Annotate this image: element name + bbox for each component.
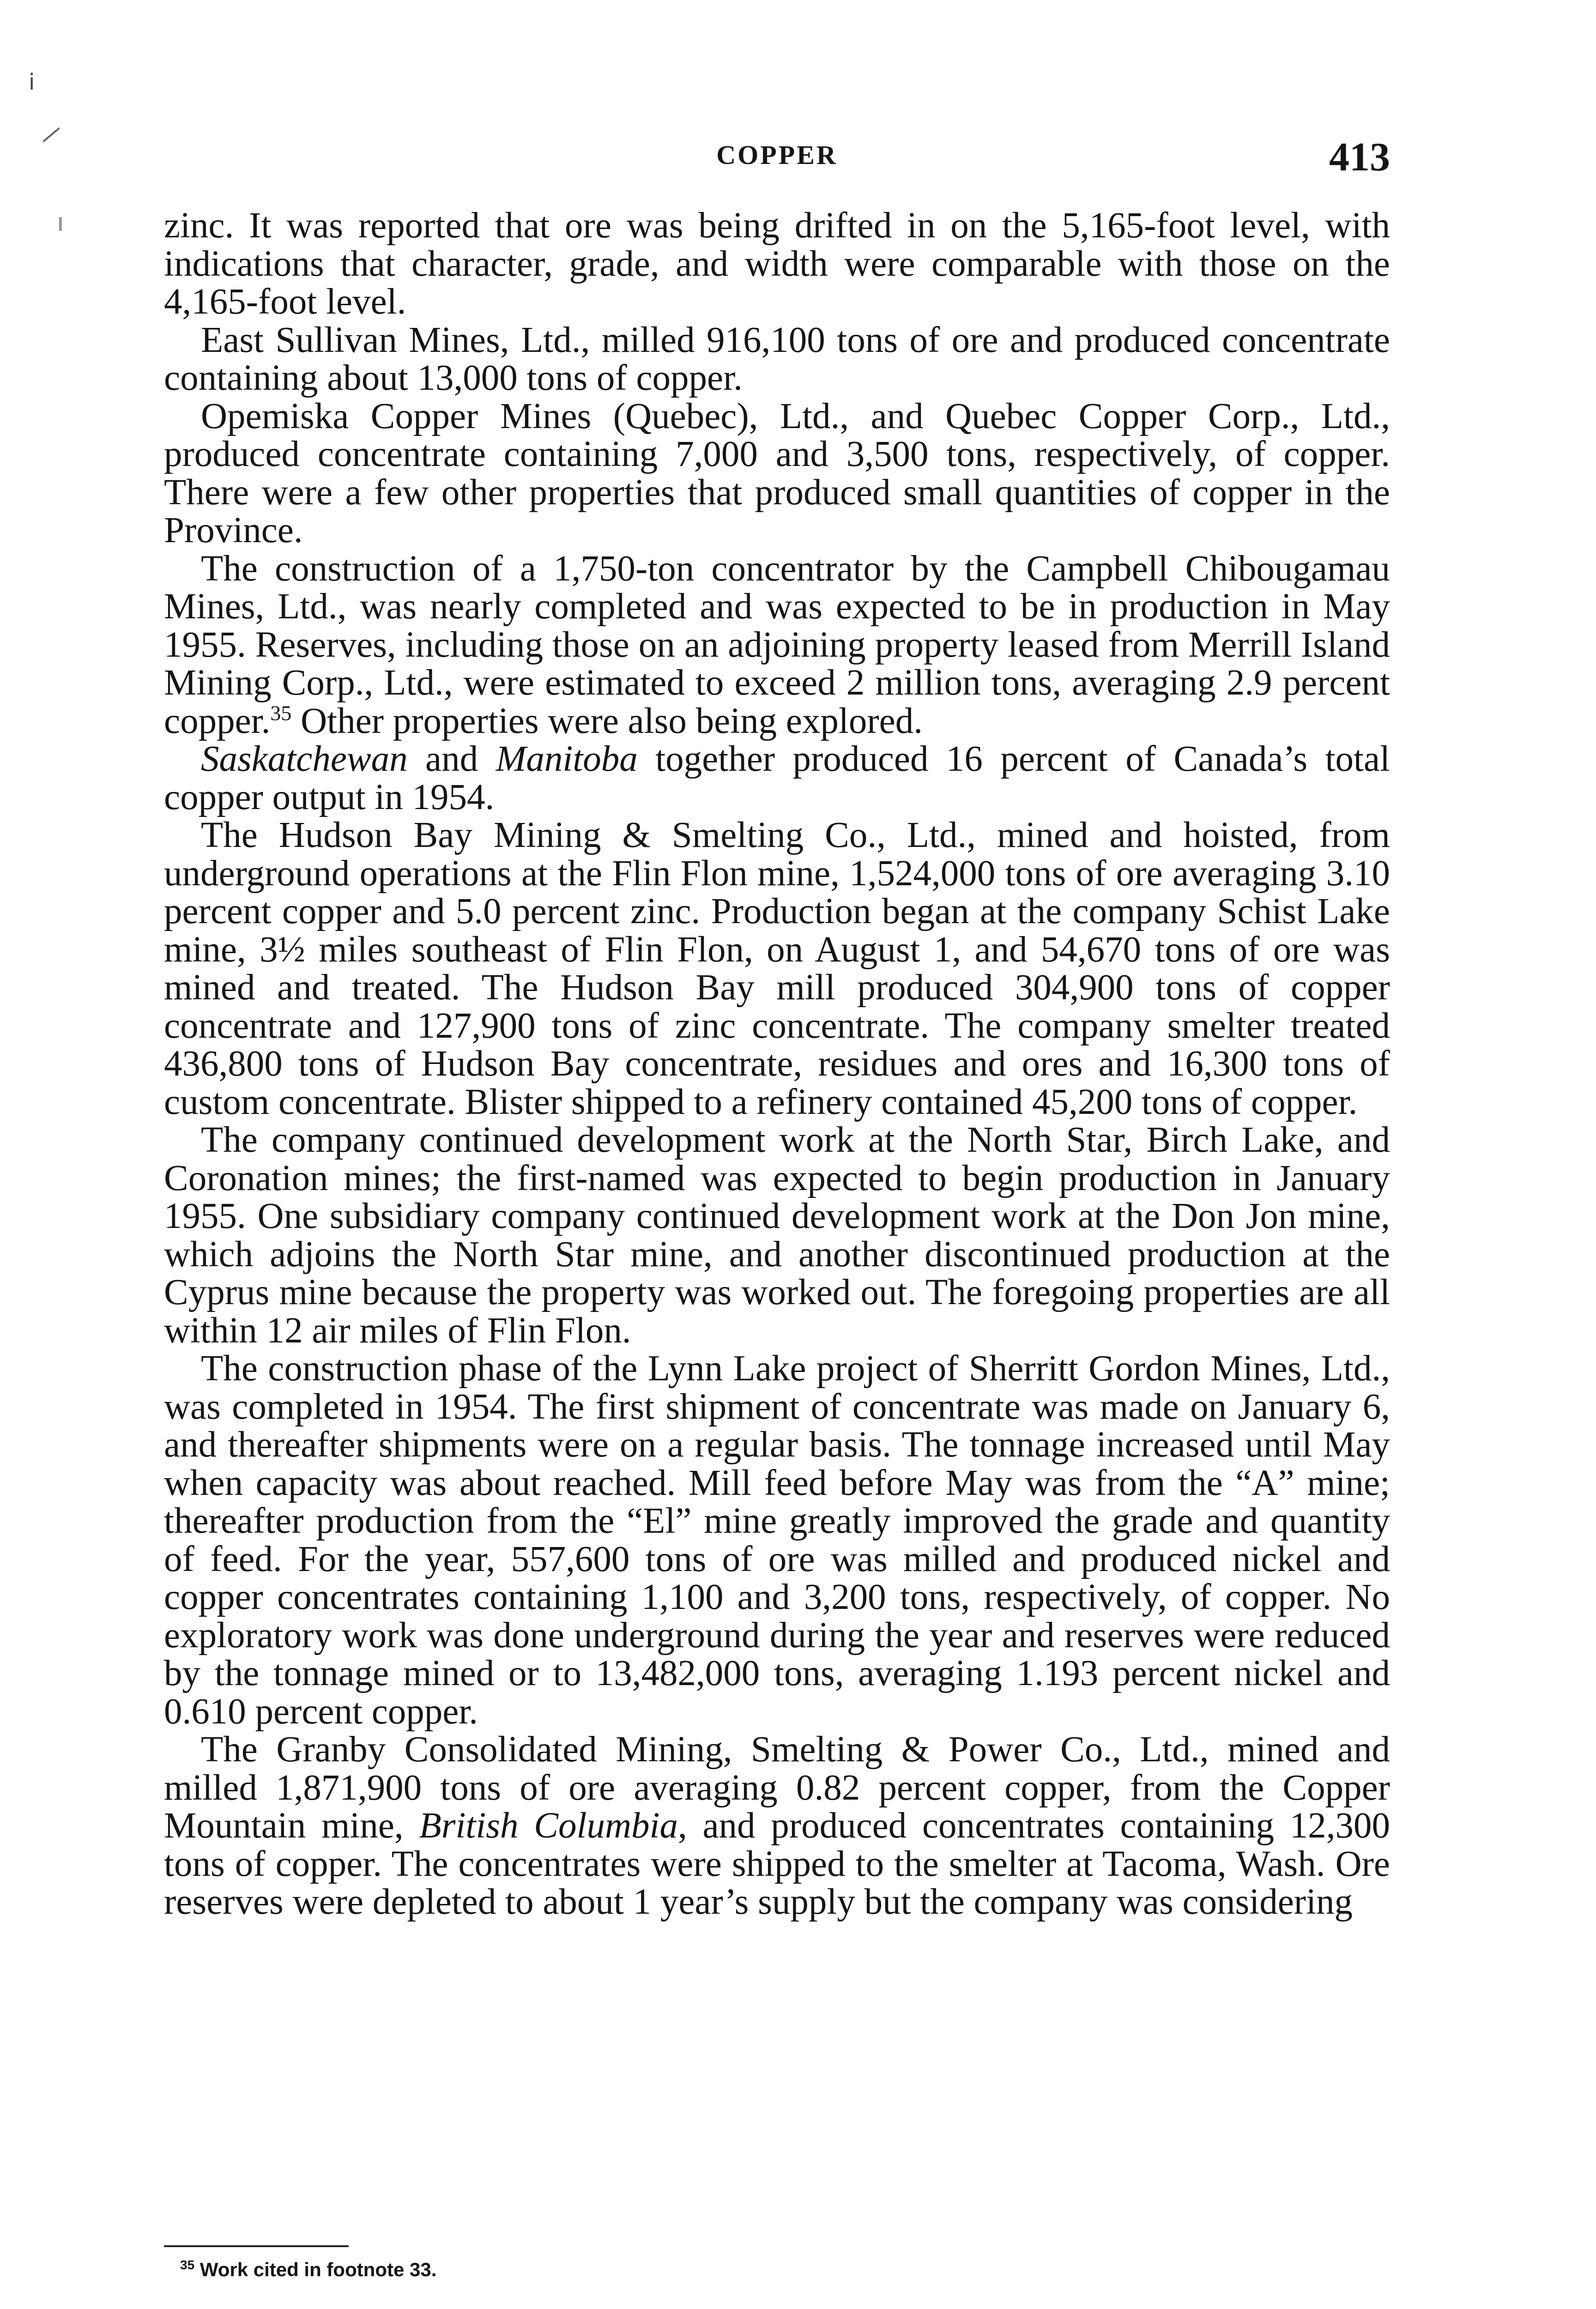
italic-place-name: Saskatchewan (201, 739, 408, 779)
footnote-reference: 35 (270, 701, 292, 725)
running-head-title: COPPER (716, 140, 838, 170)
body-paragraph (164, 207, 1390, 321)
body-paragraph (164, 1350, 1390, 1731)
footnote-text: Work cited in footnote 33. (200, 2259, 437, 2280)
footnote (180, 2258, 436, 2281)
italic-place-name: British Columbia (419, 1806, 678, 1846)
body-paragraph (164, 1731, 1390, 1922)
footnote-rule (164, 2245, 349, 2247)
italic-place-name: Manitoba (496, 739, 638, 779)
body-paragraph (164, 1121, 1390, 1350)
paragraph-text: The Hudson Bay Mining & Smelting Co., Ltd., mined and hoisted, from underground operations at the Flin Flon mine, 1,524,000 tons of ore averaging 3.10 percent copper and 5.0 percent zinc. Production began at the company Schist Lake mine, 3½ miles southeast of Flin Flon, on August 1, and 54,670 tons of ore was mined and treated. The Hudson Bay mill produced 304,900 tons of copper concentrate and 127,900 tons of zinc concentrate. The company smelter treated 436,800 tons of Hudson Bay concentrate, residues and ores and 16,300 tons of custom concentrate. Blister shipped to a refinery contained 45,200 tons of copper. (164, 815, 1390, 1122)
paragraph-text: The Granby Consolidated Mining, Smelting & Power Co., Ltd., mined and milled 1,871,900 tons of ore averaging 0.82 percent copper, from the Copper Mountain mine, (164, 1729, 1390, 1846)
paragraph-text: zinc. It was reported that ore was being drifted in on the 5,165-foot level, with indications that character, grade, and width were comparable with those on the 4,165-foot level. (164, 206, 1390, 322)
page-number: 413 (1329, 135, 1390, 180)
body-paragraph (164, 550, 1390, 741)
paragraph-text: The construction of a 1,750-ton concentrator by the Campbell Chibougamau Mines, Ltd., was nearly completed and was expected to be in production in May 1955. Reserves, including those on an adjoining property leased from Merrill Island Mining Corp., Ltd., were estimated to exceed 2 million tons, averaging 2.9 percent copper. (164, 548, 1390, 741)
scan-artifact-tick (59, 217, 62, 231)
paragraph-text: The company continued development work at the North Star, Birch Lake, and Coronation mines; the first-named was expected to begin production in January 1955. One subsidiary company continued development work at the Don Jon mine, which adjoins the North Star mine, and another discontinued production at the Cyprus mine because the property was worked out. The foregoing properties are all within 12 air miles of Flin Flon. (164, 1120, 1390, 1351)
footnote-marker: 35 (180, 2258, 195, 2272)
paragraph-text: together produced 16 percent of Canada’s total copper output in 1954. (164, 739, 1390, 817)
scan-artifact-mark: ⅰ (29, 70, 35, 95)
body-paragraph (164, 816, 1390, 1121)
running-head (164, 134, 1390, 189)
scan-artifact-stroke (42, 127, 60, 143)
body-paragraph (164, 321, 1390, 398)
body-paragraph (164, 740, 1390, 816)
body-paragraph (164, 398, 1390, 550)
paragraph-text: East Sullivan Mines, Ltd., milled 916,100 tons of ore and produced concentrate containing about 13,000 tons of copper. (164, 320, 1390, 398)
paragraph-text: Opemiska Copper Mines (Quebec), Ltd., and Quebec Copper Corp., Ltd., produced concentrate containing 7,000 and 3,500 tons, respectively, of copper. There were a few other properties that produced small quantities of copper in the Province. (164, 396, 1390, 550)
paragraph-text: Other properties were also being explored. (291, 701, 923, 741)
paragraph-text: The construction phase of the Lynn Lake project of Sherritt Gordon Mines, Ltd., was completed in 1954. The first shipment of concentrate was made on January 6, and thereafter shipments were on a regular basis. The tonnage increased until May when capacity was about reached. Mill feed before May was from the “A” mine; thereafter production from the “El” mine greatly improved the grade and quantity of feed. For the year, 557,600 tons of ore was milled and produced nickel and copper concentrates containing 1,100 and 3,200 tons, respectively, of copper. No exploratory work was done underground during the year and reserves were reduced by the tonnage mined or to 13,482,000 tons, averaging 1.193 percent nickel and 0.610 percent copper. (164, 1348, 1390, 1732)
paragraph-text: and (407, 739, 496, 779)
paragraph-text: , and produced concentrates containing 12,300 tons of copper. The concentrates were shipped to the smelter at Tacoma, Wash. Ore reserves were depleted to about 1 year’s supply but the company was considering (164, 1806, 1390, 1922)
body-text (164, 207, 1390, 1922)
